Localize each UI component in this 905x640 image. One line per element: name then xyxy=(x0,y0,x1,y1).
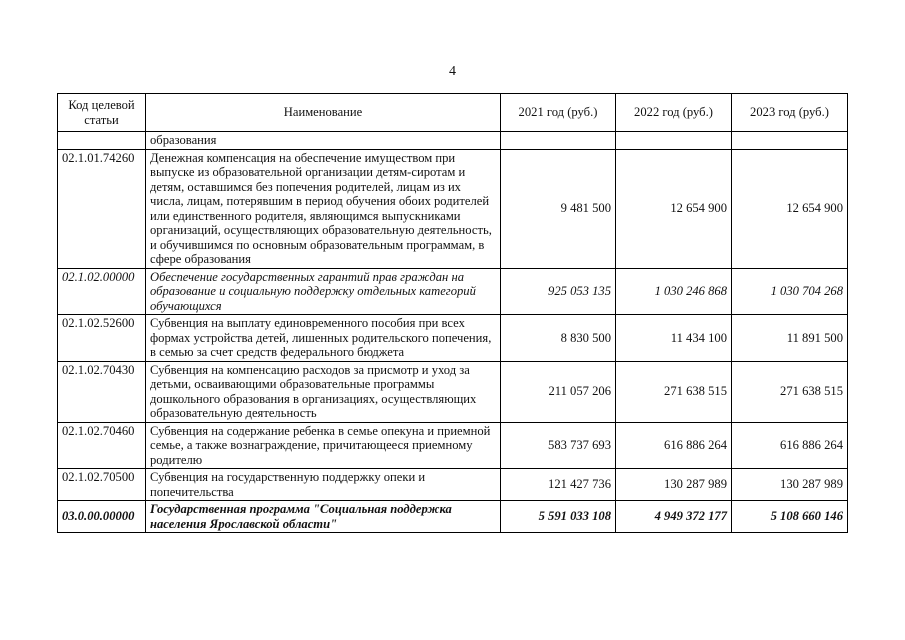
row-2021 xyxy=(501,132,616,150)
row-2023: 130 287 989 xyxy=(732,469,848,501)
row-2023: 1 030 704 268 xyxy=(732,268,848,315)
row-name: образования xyxy=(146,132,501,150)
row-2021: 5 591 033 108 xyxy=(501,501,616,533)
row-2022: 4 949 372 177 xyxy=(616,501,732,533)
row-2022: 12 654 900 xyxy=(616,149,732,268)
table-header-row xyxy=(58,94,848,132)
table-row xyxy=(58,501,848,533)
row-code: 02.1.02.70500 xyxy=(58,469,146,501)
table-row xyxy=(58,268,848,315)
row-2021: 121 427 736 xyxy=(501,469,616,501)
row-2023: 11 891 500 xyxy=(732,315,848,362)
header-code: Код целевой статьи xyxy=(58,94,146,132)
budget-table xyxy=(57,93,848,533)
table-row xyxy=(58,149,848,268)
row-2021: 211 057 206 xyxy=(501,361,616,422)
row-2022: 11 434 100 xyxy=(616,315,732,362)
row-name: Субвенция на компенсацию расходов за присмотр и уход за детьми, осваивающими образовательные программы дошкольного образования в организациях, осуществляющих образовательную деятельность xyxy=(146,361,501,422)
row-2021: 9 481 500 xyxy=(501,149,616,268)
row-name: Субвенция на содержание ребенка в семье опекуна и приемной семье, а также вознаграждение, причитающееся приемному родителю xyxy=(146,422,501,469)
row-2021: 583 737 693 xyxy=(501,422,616,469)
row-2022: 1 030 246 868 xyxy=(616,268,732,315)
table-row xyxy=(58,315,848,362)
header-name: Наименование xyxy=(146,94,501,132)
row-code: 03.0.00.00000 xyxy=(58,501,146,533)
row-2023: 271 638 515 xyxy=(732,361,848,422)
page-number: 4 xyxy=(449,64,456,79)
header-2023: 2023 год (руб.) xyxy=(732,94,848,132)
header-2022: 2022 год (руб.) xyxy=(616,94,732,132)
row-name: Обеспечение государственных гарантий прав граждан на образование и социальную поддержку отдельных категорий обучающихся xyxy=(146,268,501,315)
row-2022: 130 287 989 xyxy=(616,469,732,501)
row-name: Государственная программа "Социальная поддержка населения Ярославской области" xyxy=(146,501,501,533)
row-2022: 616 886 264 xyxy=(616,422,732,469)
table-row xyxy=(58,132,848,150)
row-code: 02.1.02.70460 xyxy=(58,422,146,469)
row-2021: 8 830 500 xyxy=(501,315,616,362)
row-2022 xyxy=(616,132,732,150)
header-2021: 2021 год (руб.) xyxy=(501,94,616,132)
row-name: Субвенция на выплату единовременного пособия при всех формах устройства детей, лишенных родительского попечения, в семью за счет средств федерального бюджета xyxy=(146,315,501,362)
table-row xyxy=(58,422,848,469)
row-code: 02.1.02.70430 xyxy=(58,361,146,422)
row-2023: 5 108 660 146 xyxy=(732,501,848,533)
row-2022: 271 638 515 xyxy=(616,361,732,422)
row-code xyxy=(58,132,146,150)
row-name: Денежная компенсация на обеспечение имуществом при выпуске из образовательной организации детям-сиротам и детям, оставшимся без попечения родителей, лицам из их числа, лицам, потерявшим в период обучения обоих родителей или единственного родителя, являющимся выпускниками организаций, осуществляющих образовательную деятельность, и обучившимся по основным образовательным программам, в сфере образования xyxy=(146,149,501,268)
table-row xyxy=(58,361,848,422)
row-code: 02.1.02.00000 xyxy=(58,268,146,315)
table-row xyxy=(58,469,848,501)
row-code: 02.1.01.74260 xyxy=(58,149,146,268)
row-name: Субвенция на государственную поддержку опеки и попечительства xyxy=(146,469,501,501)
row-2023: 616 886 264 xyxy=(732,422,848,469)
row-2023 xyxy=(732,132,848,150)
row-2021: 925 053 135 xyxy=(501,268,616,315)
row-code: 02.1.02.52600 xyxy=(58,315,146,362)
row-2023: 12 654 900 xyxy=(732,149,848,268)
